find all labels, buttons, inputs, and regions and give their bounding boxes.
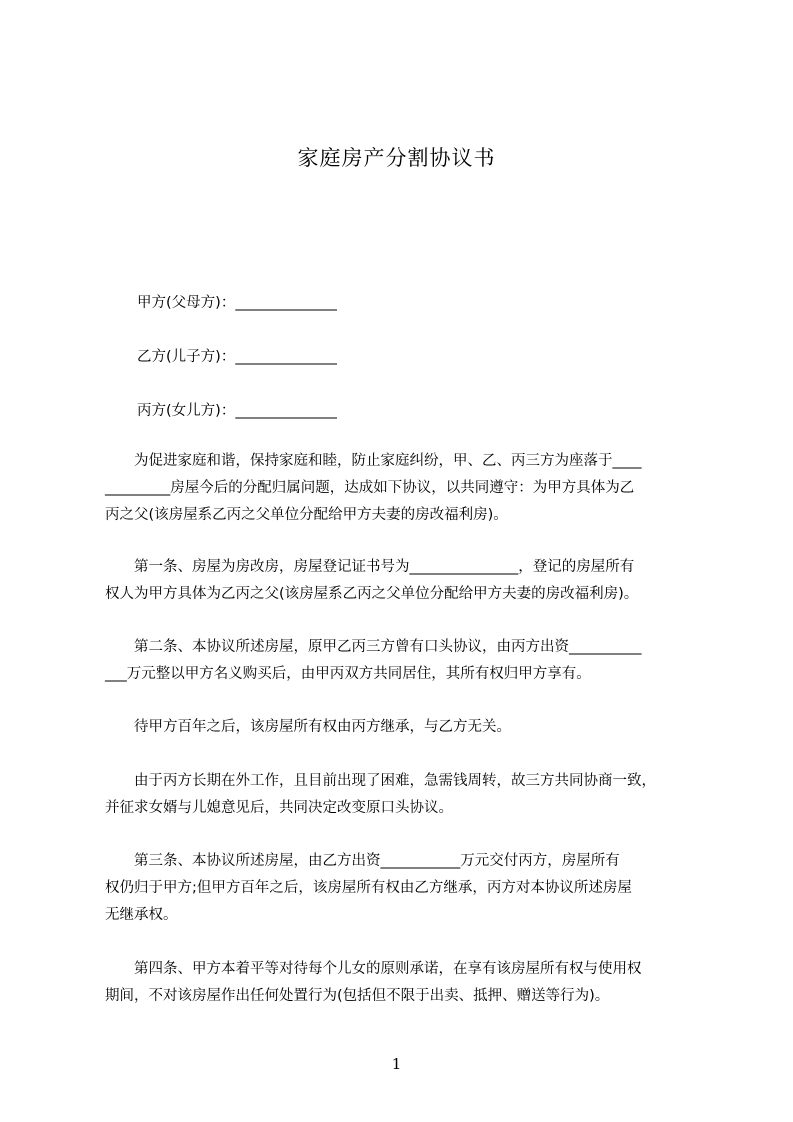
text-line: 权人为甲方具体为乙丙之父(该房屋系乙丙之父单位分配给甲方夫妻的房改福利房)。 bbox=[105, 586, 639, 602]
text-line: 第一条、房屋为房改房，房屋登记证书号为_______________，登记的房屋所有 bbox=[105, 559, 635, 575]
text-line: 为促进家庭和谐，保持家庭和睦，防止家庭纠纷，甲、乙、丙三方为座落于____ bbox=[105, 453, 642, 469]
text-line: 无继承权。 bbox=[105, 907, 178, 923]
text-line: 第三条、本协议所述房屋，由乙方出资___________万元交付丙方，房屋所有 bbox=[105, 853, 620, 869]
text-line: 丙之父(该房屋系乙丙之父单位分配给甲方夫妻的房改福利房)。 bbox=[105, 507, 508, 523]
party-a-line: 甲方(父母方)：______________ bbox=[137, 295, 337, 311]
text-line: 由于丙方长期在外工作，且目前出现了困难，急需钱周转，故三方共同协商一致， bbox=[105, 773, 656, 789]
page-number: 1 bbox=[391, 1055, 402, 1073]
document-title: 家庭房产分割协议书 bbox=[297, 146, 496, 170]
text-line: 待甲方百年之后，该房屋所有权由丙方继承，与乙方无关。 bbox=[105, 719, 511, 735]
text-line: 第四条、甲方本着平等对待每个儿女的原则承诺，在享有该房屋所有权与使用权 bbox=[105, 961, 642, 977]
party-c-line: 丙方(女儿方)：______________ bbox=[137, 403, 337, 419]
text-line: 第二条、本协议所述房屋，原甲乙丙三方曾有口头协议，由丙方出资__________ bbox=[105, 639, 642, 655]
party-b-line: 乙方(儿子方)：______________ bbox=[137, 349, 337, 365]
text-line: ___万元整以甲方名义购买后，由甲丙双方共同居住，其所有权归甲方享有。 bbox=[105, 666, 591, 682]
text-line: 并征求女婿与儿媳意见后，共同决定改变原口头协议。 bbox=[105, 800, 453, 816]
text-line: 期间，不对该房屋作出任何处置行为(包括但不限于出卖、抵押、赠送等行为)。 bbox=[105, 988, 610, 1004]
text-line: _________房屋今后的分配归属问题，达成如下协议，以共同遵守：为甲方具体为乙 bbox=[105, 480, 635, 496]
text-line: 权仍归于甲方;但甲方百年之后，该房屋所有权由乙方继承，丙方对本协议所述房屋 bbox=[105, 880, 632, 896]
